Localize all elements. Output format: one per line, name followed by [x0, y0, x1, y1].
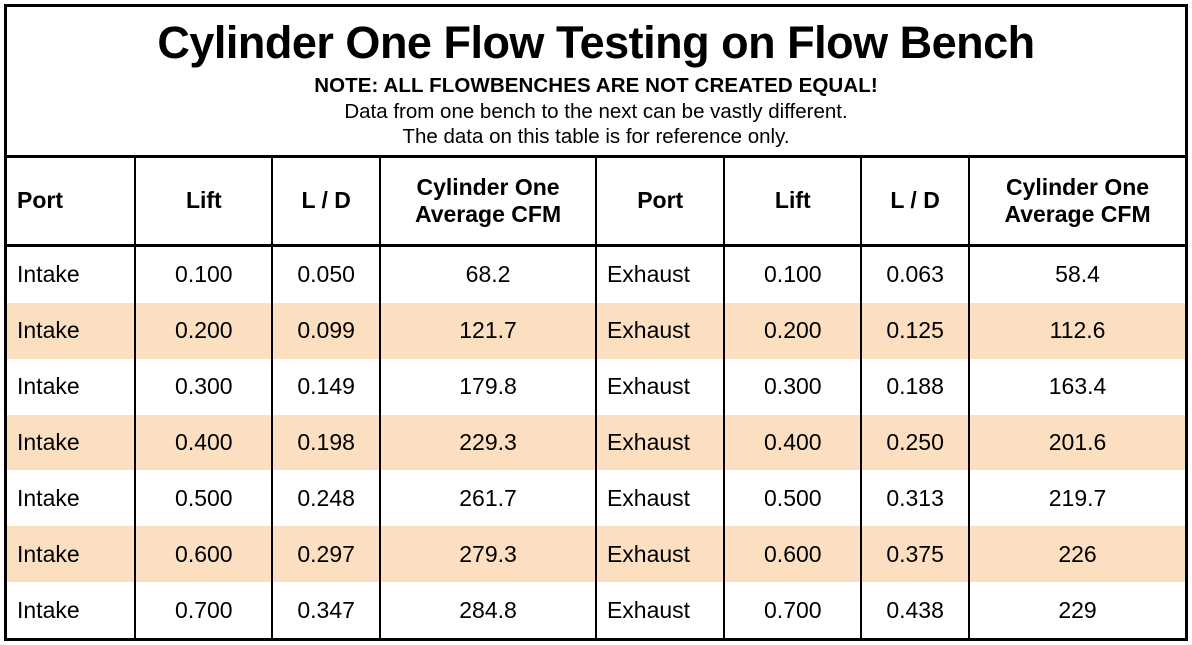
- table-cell: Intake: [7, 245, 135, 303]
- table-row: [7, 582, 1185, 638]
- table-header-block: [7, 7, 1185, 158]
- table-cell: 0.149: [272, 359, 380, 415]
- table-cell: Intake: [7, 303, 135, 359]
- table-cell: Intake: [7, 582, 135, 638]
- flow-data-table: [7, 158, 1185, 638]
- table-cell: 0.297: [272, 526, 380, 582]
- column-header-cfm-intake: Cylinder One Average CFM: [380, 158, 596, 246]
- header-note: NOTE: ALL FLOWBENCHES ARE NOT CREATED EQUAL!: [314, 74, 878, 98]
- table-cell: 68.2: [380, 245, 596, 303]
- table-row: [7, 359, 1185, 415]
- table-cell: Exhaust: [596, 303, 724, 359]
- table-cell: 279.3: [380, 526, 596, 582]
- table-cell: 0.700: [724, 582, 861, 638]
- table-cell: 58.4: [969, 245, 1185, 303]
- table-cell: 0.099: [272, 303, 380, 359]
- flow-test-table-sheet: [4, 4, 1188, 641]
- table-cell: 0.600: [135, 526, 272, 582]
- table-cell: 226: [969, 526, 1185, 582]
- column-header-lift-exhaust: Lift: [724, 158, 861, 246]
- column-header-port-intake: Port: [7, 158, 135, 246]
- table-cell: Exhaust: [596, 359, 724, 415]
- table-cell: 0.100: [135, 245, 272, 303]
- table-cell: 201.6: [969, 415, 1185, 471]
- table-cell: 0.500: [724, 470, 861, 526]
- table-cell: 0.100: [724, 245, 861, 303]
- table-cell: 0.200: [724, 303, 861, 359]
- table-cell: 179.8: [380, 359, 596, 415]
- table-cell: 284.8: [380, 582, 596, 638]
- header-subtitle-2: The data on this table is for reference only.: [402, 125, 790, 149]
- table-cell: 0.347: [272, 582, 380, 638]
- table-cell: 121.7: [380, 303, 596, 359]
- table-cell: Exhaust: [596, 415, 724, 471]
- table-body: [7, 245, 1185, 638]
- table-cell: Intake: [7, 470, 135, 526]
- table-cell: Intake: [7, 526, 135, 582]
- table-cell: Exhaust: [596, 245, 724, 303]
- table-row: [7, 415, 1185, 471]
- table-cell: 0.248: [272, 470, 380, 526]
- table-cell: 0.300: [135, 359, 272, 415]
- column-header-ld-exhaust: L / D: [861, 158, 969, 246]
- table-row: [7, 245, 1185, 303]
- table-cell: 229: [969, 582, 1185, 638]
- table-cell: 0.400: [135, 415, 272, 471]
- table-cell: 219.7: [969, 470, 1185, 526]
- column-header-lift-intake: Lift: [135, 158, 272, 246]
- table-header-row: [7, 158, 1185, 246]
- table-cell: 0.600: [724, 526, 861, 582]
- column-header-cfm-exhaust: Cylinder One Average CFM: [969, 158, 1185, 246]
- table-cell: 261.7: [380, 470, 596, 526]
- header-subtitle-1: Data from one bench to the next can be vastly different.: [344, 100, 848, 124]
- table-cell: Intake: [7, 415, 135, 471]
- table-cell: 0.438: [861, 582, 969, 638]
- table-cell: 0.198: [272, 415, 380, 471]
- table-row: [7, 526, 1185, 582]
- table-cell: 0.500: [135, 470, 272, 526]
- table-cell: 0.200: [135, 303, 272, 359]
- column-header-port-exhaust: Port: [596, 158, 724, 246]
- table-cell: 0.125: [861, 303, 969, 359]
- table-cell: 112.6: [969, 303, 1185, 359]
- table-cell: 0.050: [272, 245, 380, 303]
- table-cell: 163.4: [969, 359, 1185, 415]
- table-cell: Exhaust: [596, 526, 724, 582]
- table-head: [7, 158, 1185, 246]
- table-cell: 0.700: [135, 582, 272, 638]
- table-cell: 0.250: [861, 415, 969, 471]
- table-cell: 0.300: [724, 359, 861, 415]
- page-title: Cylinder One Flow Testing on Flow Bench: [157, 17, 1035, 68]
- table-row: [7, 303, 1185, 359]
- table-row: [7, 470, 1185, 526]
- table-cell: Exhaust: [596, 470, 724, 526]
- table-cell: 0.400: [724, 415, 861, 471]
- table-cell: 0.063: [861, 245, 969, 303]
- table-cell: 0.313: [861, 470, 969, 526]
- table-cell: 0.188: [861, 359, 969, 415]
- table-cell: 0.375: [861, 526, 969, 582]
- table-cell: Intake: [7, 359, 135, 415]
- table-cell: Exhaust: [596, 582, 724, 638]
- column-header-ld-intake: L / D: [272, 158, 380, 246]
- table-cell: 229.3: [380, 415, 596, 471]
